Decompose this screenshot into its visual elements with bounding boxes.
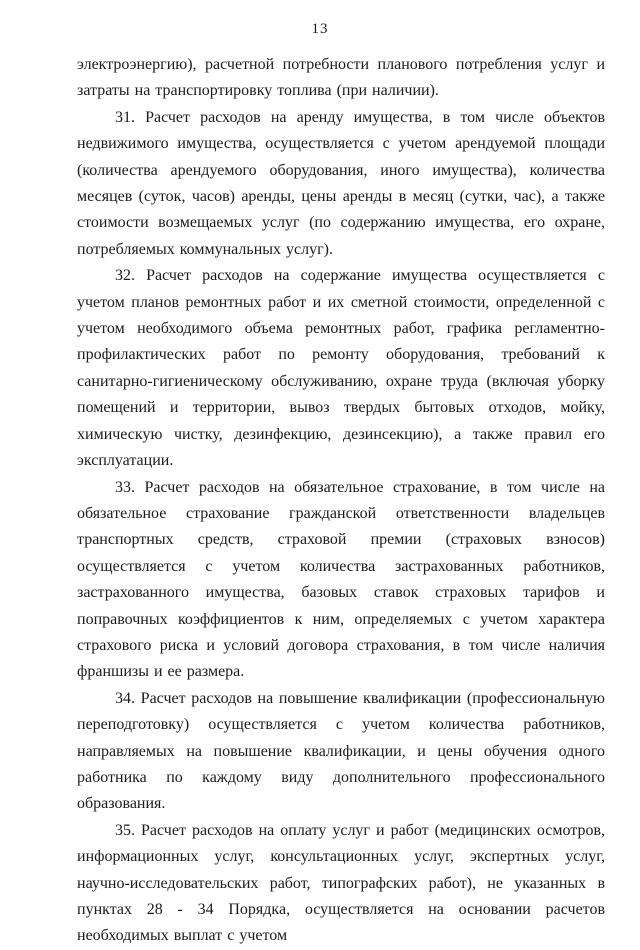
- paragraph-item-35: 35. Расчет расходов на оплату услуг и работ (медицинских осмотров, информационных услуг, консультационных услуг, экспертных услуг, научно-исследовательских работ, типографских работ), не указанных в пунктах 28 - 34 Порядка, осуществляется на основании расчетов необходимых выплат с учетом: [77, 821, 605, 945]
- paragraph-item-31: 31. Расчет расходов на аренду имущества, в том числе объектов недвижимого имущества, осуществляется с учетом арендуемой площади (количества арендуемого оборудования, иного имущества), количества месяцев (суток, часов) аренды, цены аренды в месяц (сутки, час), а также стоимости возмещаемых услуг (по содержанию имущества, его охране, потребляемых коммунальных услуг).: [77, 108, 605, 258]
- paragraph-intro-continuation: электроэнергию), расчетной потребности планового потребления услуг и затраты на транспортировку топлива (при наличии).: [77, 56, 605, 100]
- document-body: [77, 52, 605, 950]
- paragraph-item-33: 33. Расчет расходов на обязательное страхование, в том числе на обязательное страхование гражданской ответственности владельцев транспортных средств, страховой премии (страховых взносов) осуществляется с учетом количества застрахованных работников, застрахованного имущества, базовых ставок страховых тарифов и поправочных коэффициентов к ним, определяемых с учетом характера страхового риска и условий договора страхования, в том числе наличия франшизы и ее размера.: [77, 478, 605, 681]
- paragraph-item-32: 32. Расчет расходов на содержание имущества осуществляется с учетом планов ремонтных работ и их сметной стоимости, определенной с учетом необходимого объема ремонтных работ, графика регламентно-профилактических работ по ремонту оборудования, требований к санитарно-гигиеническому обслуживанию, охране труда (включая уборку помещений и территории, вывоз твердых бытовых отходов, мойку, химическую чистку, дезинфекцию, дезинсекцию), а также правил его эксплуатации.: [77, 267, 605, 470]
- paragraph-item-34: 34. Расчет расходов на повышение квалификации (профессиональную переподготовку) осуществляется с учетом количества работников, направляемых на повышение квалификации, и цены обучения одного работника по каждому виду дополнительного профессионального образования.: [77, 689, 605, 813]
- page-number: 13: [311, 21, 329, 37]
